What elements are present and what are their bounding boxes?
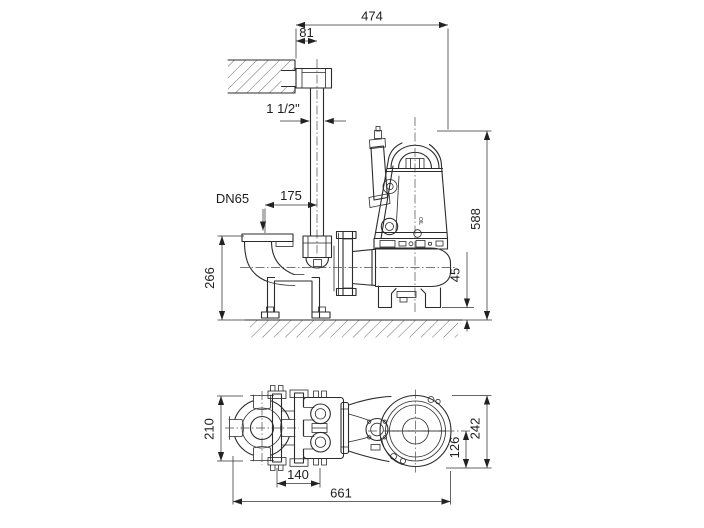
dim-claw-spacing-label: 140 xyxy=(287,467,309,482)
pipe-union-fitting xyxy=(296,69,332,89)
coupling-inlet-flange xyxy=(242,234,293,242)
claw-hook-upper xyxy=(311,404,331,424)
oil-label: OIL xyxy=(417,216,423,226)
discharge-flange-plan xyxy=(366,419,388,441)
inlet-flange-plan xyxy=(225,391,299,465)
dim-pipe-thread-label: 1 1/2" xyxy=(266,101,300,116)
dim-install-height-label: 588 xyxy=(468,208,483,230)
pump-flange-edge xyxy=(341,403,349,454)
claw-plate xyxy=(334,233,339,295)
dim-flange-od-label: 210 xyxy=(201,418,217,440)
dim-bottom-clearance-label: 45 xyxy=(447,267,463,283)
pump-neck xyxy=(349,397,392,462)
floor xyxy=(245,320,462,338)
floor-hatch xyxy=(250,321,458,338)
dim-flange-label: DN65 xyxy=(215,191,250,206)
dimensions-side xyxy=(202,9,492,332)
auto-coupling-base xyxy=(242,233,339,318)
dim-coupling-height-label: 266 xyxy=(202,267,217,289)
plan-view xyxy=(202,386,492,505)
dim-overall-length-label: 661 xyxy=(330,485,352,501)
dim-overall-width-label: 474 xyxy=(361,8,383,24)
coupling-bend xyxy=(245,242,295,282)
riser-pipe xyxy=(296,59,332,254)
dim-wall-to-pipe-label: 81 xyxy=(299,25,314,40)
dimensions-plan xyxy=(202,396,492,505)
pump-discharge-flange xyxy=(343,232,353,296)
pump-side xyxy=(240,117,457,313)
claw-hook-lower xyxy=(311,432,331,452)
dim-center-to-edge-label: 126 xyxy=(447,436,462,459)
side-view xyxy=(202,9,492,338)
wall-section xyxy=(228,60,296,93)
clamp-band xyxy=(374,239,448,250)
dim-volute-width-label: 242 xyxy=(467,417,483,440)
dim-flange-to-pipe-label: 175 xyxy=(280,188,302,203)
pump-feet xyxy=(379,286,441,308)
